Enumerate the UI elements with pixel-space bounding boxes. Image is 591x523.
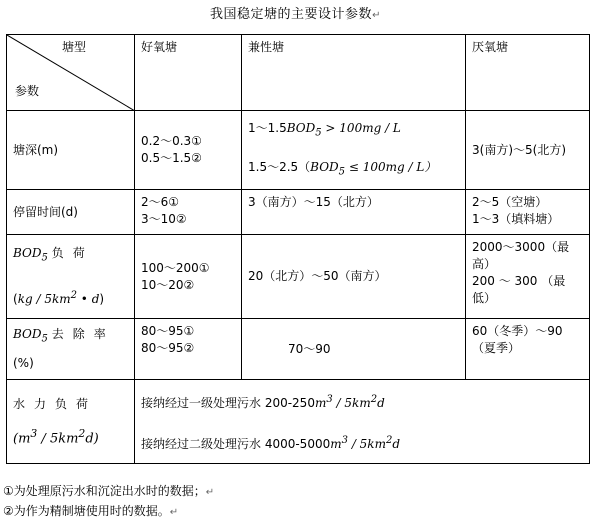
row-depth	[7, 111, 590, 190]
retention-facultative: 3（南方）～15（北方）	[242, 190, 466, 235]
footnote-1: ①为处理原污水和沉淀出水时的数据；↵	[3, 484, 215, 498]
bod-removal-anaerobic: 60（冬季）～90（夏季）	[466, 319, 590, 380]
row-bod-removal	[7, 319, 590, 380]
return-mark: ↵	[372, 10, 381, 21]
label-bod-removal: $BOD_5$ 去除率 (%)	[7, 319, 135, 380]
bod-load-aerobic: 100～200① 10～20②	[135, 235, 242, 319]
depth-facultative: $1\sim 1.5BOD_5 > 100mg / L$ $1.5\sim 2.5(BOD_5 \le 100mg / L)$	[242, 111, 466, 190]
header-parameters: 参数	[15, 84, 40, 98]
depth-anaerobic: 3(南方)～5(北方)	[466, 111, 590, 190]
page-title: 我国稳定塘的主要设计参数↵	[210, 7, 381, 22]
label-bod-load: $BOD_5$ 负荷 ($kg / 5km^2$ • d)	[7, 235, 135, 319]
header-aerobic: 好氧塘	[135, 35, 242, 111]
bod-load-facultative: 20（北方）～50（南方）	[242, 235, 466, 319]
label-hydraulic: 水力负荷 $(m^3 / 5km^2d)$	[7, 380, 135, 464]
header-diagonal-cell	[7, 35, 135, 111]
hydraulic-values: 接纳经过一级处理污水 $200-250m^3 / 5km^2d$ 接纳经过二级处理污水 $4000-5000m^3 / 5km^2d$	[135, 380, 590, 464]
header-pond-type: 塘型	[62, 40, 87, 54]
bod-removal-aerobic: 80～95① 80～95②	[135, 319, 242, 380]
label-retention: 停留时间(d)	[7, 190, 135, 235]
retention-anaerobic: 2～5（空塘） 1～3（填料塘）	[466, 190, 590, 235]
row-hydraulic	[7, 380, 590, 464]
depth-aerobic: 0.2～0.3① 0.5～1.5②	[135, 111, 242, 190]
row-retention	[7, 190, 590, 235]
bod-removal-facultative: 70～90	[242, 319, 466, 380]
footnote-2: ②为作为精制塘使用时的数据。↵	[3, 504, 179, 518]
header-row	[7, 35, 590, 111]
label-depth: 塘深(m)	[7, 111, 135, 190]
bod-load-anaerobic: 2000～3000（最高） 200 ～ 300 （最低）	[466, 235, 590, 319]
retention-aerobic: 2～6① 3～10②	[135, 190, 242, 235]
design-parameters-table	[6, 34, 590, 464]
header-anaerobic: 厌氧塘	[466, 35, 590, 111]
header-facultative: 兼性塘	[242, 35, 466, 111]
row-bod-load	[7, 235, 590, 319]
